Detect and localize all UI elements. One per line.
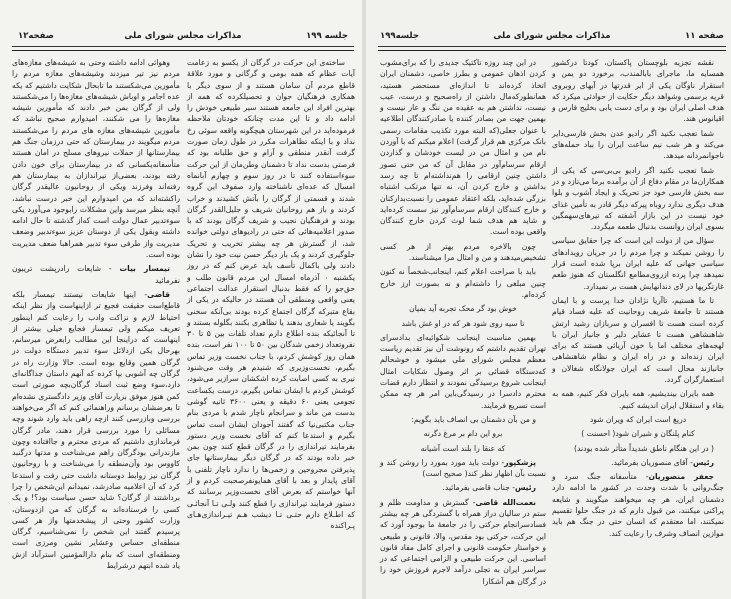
speaker-name: قاضی [147,289,170,299]
paragraph [552,471,724,539]
paragraph [12,263,180,286]
page-number: صفحه ۱۱ [685,31,724,41]
verse-line [552,414,724,425]
paragraph-text: همه بایران بیندیشیم، همه بایران فکر کنیم، همه به بقاء و استقلال ایران اندیشه کنیم. [552,389,724,410]
paragraph-text: - دولت باید مورد بمورد را روشن کند و نسبت بآن اظهار نظر کند( صحیح است) [380,457,546,479]
publication-title: مذاکرات مجلس شورای ملی [493,31,611,41]
paragraph-text: که عنقا را بلند است آشیانه [420,443,506,453]
paragraph-text: ( در این هنگام ناطق شدیداً متأثر شده بودند) [574,443,714,453]
text-column-right [552,57,724,577]
paragraph-text: شما تعجب نکنید اگر رادیو بی‌بی‌سی که یکی از همکاران‌ما در مقام دفاع از آن برآمده برما می‌تازد و در سه بخش فارسی خود جز تحریک و ایجاد آشوب و بلوا هدف دیگری ندارد روباه پیرکه دیگر قادر به تأمین غذای خود نیست در این بازار آشفته که تیرهای‌سهمگین بسوی ایران روانست بدنبال طعمه میگردد. [552,165,724,232]
paragraph-text: - شایعات رادرپشت تریبون نفرمائید [12,264,180,285]
paragraph [552,165,724,233]
paragraph-text: - اینها شایعات نیستند تیمسار بلکه قاطع‌است حقیقت فجیع تر ازاینهاست واز نظر اینکه احتیاط لازم و نزاکت وادب را رعایت کنم اینطور تعریف میکنم ولی تیمسار فجایع خیلی بیشتر از اینهاست که دراینجا این مطالب رابعرض میرسانم، بهرحال یکی ازدلائل سوء تدبیر دستگاه دولت در گرگان همین وقایع بوده است. حالا وزارت راه در گرگان چه آشوبی بپا کرده که آنهم داستان جداگانه‌ای دارد،سوء وضع ثبت اسناد گرگان‌بچه صورتی است کمن هنوز موفق بزیارت آقای وزیر دادگستری نشده‌ام تا بعرضشان برسانم وراهنمائی کنم که اگر می‌خواهند بررسی وبازرسی کنند ازچه راهی باید وارد شوند وچه مسائلی را مورد بررسی قرار دهند، مادر گرگان فرماندازی داشتیم که مردی محترم و جاافتاده وچون مازندرانی بودگرگان راهم می‌شناخت و مدتها درگنبد کاووس بود وآن‌منطقه را می‌شناخت و با روحانیون گرگان نیز روابط دوستانه داشت حتی رفت و استدعا کرد که آن اعلامیه صادرشد، نمیدانم این‌شخص را چرا برداشتند از گرگان؟ شاید حسن سیاست بود؟! و یک کسی را فرستاده‌اند به گرگان که من ازدوستان، وزارت کشور وحتی از پیشخدمتها واز هر کسی پرسیدم گفتند این شخص را نمی‌شناسیم، گرگان منطقه‌ای حساس وعشایر نشین ومرزی است ومنطقه‌ای است که بنام دارالمؤمنین استرآباد ازش یاد شده ابتهم درشرایط [12,289,180,571]
paragraph [380,241,546,264]
paragraph-text: - جناب قاضی بفرمائید. [442,483,515,493]
speaker-name: پزشکپور [504,457,536,467]
paragraph-text: - متأسفانه جنگ سرد و جنگ‌روانی با شدت وحدت در کشور ما ادامه دارد دشمنان ایران، هر چه میخواهند میگویند و شایعه پراکنی میکنند، من قبول دارم که در جنگ حلوا تقسیم نمیکنند، اما معتقدم که انسان حتی در جنگ هم باید موازین انصاف وشرف را رعایت کند. [552,472,724,538]
paragraph [552,235,724,291]
paragraph-text: بهمین مناسبت اینجانب شکوائیه‌ای بدادسرای تهران تقدیم داشتم که رونوشت آن نیز تقدیم ریاست معظم مجلس شورای ملی میشود و خوشحالم که‌دستگاه قضائی بر اثر وصول شکایات امثال اینجانب شروع برسیدگی نمودند و انتظار دارم قضات محترم دادسرا در رسیدگی‌باین امر هر چه ممکن است تسریع فرمایند. [380,332,546,410]
paragraph [552,457,724,468]
paragraph [12,57,180,260]
paragraph [380,332,546,411]
speaker-name: رئیس [692,457,714,467]
publication-title: مذاکرات مجلس شورای ملی [124,31,242,41]
paragraph-text: - گسترش و مداومت ظلم و ستم در سالیان دراز همراه با گستردگی هر چه بیشتر فساد‌سرانجام حرکتی را در جامعهٔ ما بوجود آورد که این حرکت، حرکتی بود مقدس، والا، قانونی و طبیعی و خواستار حکومت قانونی و اجرای کامل مفاد قانون اساسی. این حرکت طبیعی و الزامی اجتماعی که در سراسر ایران به تجلی درآمد لاجرم فروزش خود را در گرگان هم آشکارا [380,497,546,586]
paragraph [380,57,546,238]
paragraph-text: سؤال من از دولت این است که چرا حقایق سیاسی را روشن نمیکند و چرا مردم را در جریان رویدادهای سیاسی جهانی که علیه ایران برپا شده است قرار نمیدهد چرا پرده ازروی‌مطامع انگلستان که هنوز طعم غارتگریها در لای دندانهایش هست بر نمیدارد. [552,236,724,291]
paragraph-text: وهوائی ادامه داشته وحتی به شیشه‌های مغازه‌های مردم نیز تیر میزدند وشیشه‌های مغازه مردم را مأمورین می‌شکستند ما تابحال شکایت داشتیم که یکه عده اجامر و اوباش شیشه‌های مغازه‌ها را می‌شکستند ولی از گرگان بمن خبر دادند که مأمورین شیشه مغازه‌ها را می شکنند، امیدوارم صحیح نباشد که مأمورین شیشه‌های مغازه های مردم را می‌شکستند مردم میگویند در بیمارستان که حتی درزمان جنگ هم بیمارستانها از حملات نیروهای مسلح در امان هستند متأسفانه‌یکسانی که در بیمارستان برای خون دادن رفته بودند، بعضی‌از تیراندازان به بیمارستان هم رفته‌اند وفرزند ویکی از روحانیون عالیقدر گرگان راکشته‌اند که من امیدوارم این خبر درست نباشد، آنچه بنظر میرسد واین مشکلات رابوجود می‌آورد یکی سوءتدبیر عمال دولت است که‌از گذشته تا حال ادامه داشته وبقول یکی از دوستان عزیز سوءتدبیر وضعف مدیریت واز طرفی سوء تدبیر همراهبا ضعف مدیریت بوده است. [12,58,180,260]
page-header [18,30,348,44]
paragraph [380,482,546,493]
paragraph-text: و من بآن دشمنان بی انصاف باید بگویم: [411,414,536,424]
speaker-name: تیمسار بیات [119,264,170,274]
verse-line [380,318,546,329]
paragraph [380,497,546,587]
paragraph-text: باید با صراحت اعلام کنم، اینجانب‌شخصاً نه کنون چنین مبلغی را داشته‌ام و نه بصورت ارز خارج کرده‌ام. [380,267,546,299]
session-number: جلسه۱۹۹ [380,31,419,41]
paragraph [380,414,546,425]
paragraph-text: خوش بود گر محک تجربه آید بمیان [409,304,517,314]
verse-line [380,443,546,454]
paragraph-text: چون بالاخره مردم بهتر از هر کسی تشخیص‌میدهند و من و امثال مرا میشناسند. [380,241,546,263]
paragraph [552,57,724,125]
paragraph [552,128,724,162]
paragraph-text: شما تعجب نکنید اگر رادیو عدن بخش فارسی‌دایر می‌کند و هر شب نیم ساعت ایران را بباد حمله‌های ناجوانمردانه میدهد. [552,128,724,161]
paragraph-text: در این چند روزه تاکتیک جدیدی را که برای‌مشوب کردن اذهان عمومی و بطرز خاصی، دشمنان ایران اتخاذ کرده‌اند تا اندازه‌ای مستحضر هستید، همانطورکه‌مال داشتن از راه‌صحیح و درست، عیب نیست، نداشتن هم به عقیده من ننگ و عار نیست و بهمین جهت من بصادر کننده یا صادرکنندگان اطلاعیه با عنوان جعلی(که البته مورد تکذیب مقامات رسمی بانک مرکزی هم قرار گرفت) اعلام میکنم که با آوردن نام من و امثال من در لیست خودشان و گذاردن ارقام سرسام‌آور در مقابل آن که من حتی تصور داشتن چنین ارقامی را هم‌نداشته‌ام تا چه رسد بداشتن و خارج کردن آن، نه تنها مرتکب اشتباه بزرگی شده‌اید، بلکه اعتقاد عمومی را نسبت‌بدارکنان و خارج کنندگان ارقام سرسام‌آور نیز سست کرده‌اید و شاید هم هدف شما لوث کردن خارج کنندگان واقعی بوده است. [380,58,546,237]
paragraph [380,457,546,480]
verse-line [380,303,546,314]
paragraph-text: تا ما هستیم، تاآریا نژادان خدا پرست و با ایمان هستند تا جامعهٔ شریف روحانیت که علیه فساد قیام کرده است هست تا افسران و سربازان رشید ارتش شاهنشاهی هست تا عشایر دلیر و جانباز ایران با لهجه‌های مختلف اما با خون آریائی هستند که برای ایران زنده‌اند و در راه ایران و نظام شاهنشاهی جانبازند محال است که ایران جولانگاه شغالان و استعمارگران گردد. [552,295,724,385]
page-number: صفحه۱۲ [18,31,55,41]
speaker-name: رئیس [514,483,536,493]
paragraph [380,266,546,300]
paragraph [552,443,724,454]
text-column-right [187,57,355,577]
paragraph-text: دریغ است ایران که ویران شود [589,414,687,424]
paragraph-text: ساخته‌ی این حرکت در گرگان از یکسو به زعامت آیات عظام که همه بومی و گرگانی و مورد علاقهٔ قاطع مردم آن سامان هستند و از سوی دیگر با همکاری فرهنگیان جوان و تحصیلکرده که همه از بهترین افراد این جامعه هستند سیر طبیعی خودش را ادامه داد و تا این مدت چنانکه خودتان ملاحظه فرموده‌اید در این شهرستان هیچگونه واقعه سوئی رخ نداد و با اینکه تظاهرات مکرر در طول زمان صورت گرفت آنقدر منطقی و آرام و حق طلبانه بود که فرصتی بدست نداد تا دشمنان وطن‌مان از این حرکت سوءاستفاده کنند تا در روز سوم و چهارم آبانماه امسال که عده‌ای ناشناخته وارد صفوف این گروه شدند و قسمتی از گرگان را بآتش کشیدند و خراب کردند و باز هم روحانیان شریف و جلیل‌القدر گرگان بودند و فرهنگیان نجیب و شریف گرگان بودند که با صدور اعلامیه‌هائی که حتی در رادیوهای دولتی خوانده شد، از گسترش هر چه بیشتر تخریب و تحریک جلوگیری کردند و یک بار دیگر حسن نیت خود را نشان دادند ولی باکمال تأسف باید عرض کنم که در روز یکشنبه ۰ آذرماه امسال این مردم قانون طلب و حق‌جو را که فقط بدنبال استقرار عدالت اجتماعی یعنی واقعی ومنطقی آن هستند در حالیکه در یکی از بقاع متبرکه گرگان اجتماع کرده بودند بی‌آنکه سخنی بگویند یا شعاری بدهند یا تظاهری بکنند بگلوله بستند و تا آنجائیکه بنده اطلاع دارم تعداد تلفات بین ۵ تا ۳۰ نفروتعداد زخمی شدگان بین ۵۰ تا ۱۰۰ نفر است، بنده همان روز کوشش کردم، با جناب نخست وزیر تماس بگیرم، نخست‌وزیری که شنیدم هر وقت می‌شنود تیری به کسی اصابت کرده اشکشان سرازیر می‌شود، کوشش کردم با ایشان تماس بگیرم، درست یکساعت تجومی یعنی ۶۰ دقیقه و یعنی ۳۶۰۰ ثانیه گوشی بدست من ماند و سرانجام ناچار شدم با مردی بنام جناب مکتبی‌نیا که گفتند آجودان ایشان است تماس بگیرم و استدعا کنم که آقای نخست وزیر دستور بفرمایند تیراندازی را در گرگان قطع کنند چون بمن خبر داده بودند که در گرگان دیگر بیمارستانها جای پذیرفتن مجروحین و زخمی‌ها را ندارد ناچار تلفنی با آقای پایدار و بعد با آقای همایونفرصحبت کردم و از آنها خواستم که بعرض آقای نخست‌وزیر برسانند که دستور فرمایند تیراندازی را قطع کنند ولـی تـا آنجائـی که اطـلاع دارم حتـی تـا دیشب هـم تیـراندازی‌هـای پـراکنده [187,58,356,531]
paragraph-text: - آقای منصوریان بفرمائید. [611,457,693,467]
verse-line [380,428,546,439]
text-column-left [380,57,546,586]
paragraph [552,295,724,385]
paragraph [187,57,355,531]
paragraph-text: کنام پلنگان و شیران شود( احسنت ) [581,429,695,439]
right-page [366,0,731,599]
paragraph-text: نقشه تجزیه بلوچستان پاکستان، کودتا درکشور همسایه ما، ماجرای بابالمندب، برخورد دو یمن و استقرار ناوگان یکی از ابر قدرتها در آبهای روبروی قریه برسمی وشواهد دیگر حکایت از حوادثی میکرد که هدف اصلی ایران بود و برای دست یابی بخلیج فارس و اقیانوس هند. [552,58,724,124]
verse-line [552,428,724,439]
page-header [380,30,724,44]
speaker-name: نعمت‌الله قاضی [475,497,536,507]
paragraph-text: تا سیه روی شود هر که در او غش باشد [401,318,525,328]
header-divider [12,46,354,51]
speaker-name: جعفر منصوریان [648,472,714,482]
header-divider [378,46,726,51]
paragraph-text: برو این دام بر مرغ دگرنه [423,429,503,439]
paragraph [12,289,180,571]
left-page [0,0,362,599]
paragraph [552,388,724,411]
text-column-left [12,57,180,577]
session-number: جلسه ۱۹۹ [306,31,348,41]
